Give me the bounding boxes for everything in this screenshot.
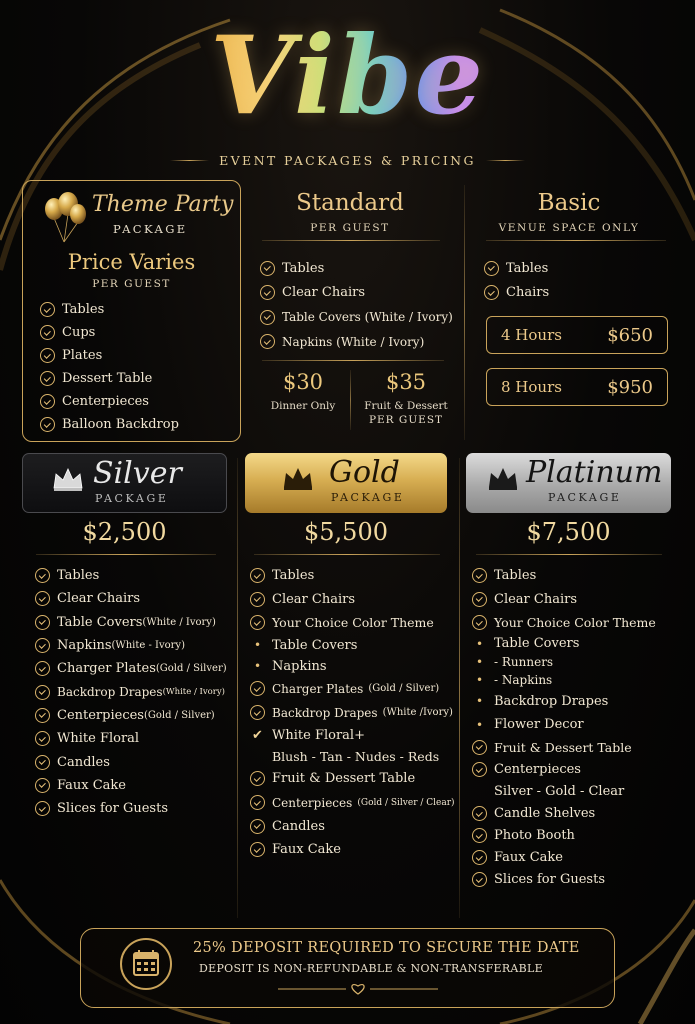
list-item: Faux Cake bbox=[35, 774, 227, 797]
list-item: Faux Cake bbox=[472, 847, 656, 869]
divider bbox=[464, 185, 465, 440]
silver-price: $2,500 bbox=[82, 518, 167, 546]
list-item: Your Choice Color Theme bbox=[472, 611, 656, 635]
standard-subtitle: PER GUEST bbox=[310, 222, 390, 234]
check-icon bbox=[472, 850, 487, 865]
bullet-icon: • bbox=[475, 717, 484, 732]
platinum-list bbox=[472, 564, 656, 891]
check-icon bbox=[260, 334, 275, 349]
check-icon bbox=[40, 394, 55, 409]
check-icon bbox=[35, 755, 50, 770]
list-item: Tables bbox=[260, 256, 453, 281]
check-icon bbox=[250, 819, 265, 834]
silver-list bbox=[35, 564, 227, 820]
crown-icon bbox=[281, 465, 315, 491]
list-item: Faux Cake bbox=[250, 838, 455, 862]
list-item: Clear Chairs bbox=[35, 587, 227, 610]
theme-party-title: Theme Party bbox=[92, 192, 234, 217]
check-icon bbox=[35, 591, 50, 606]
check-icon bbox=[250, 568, 265, 583]
check-icon bbox=[250, 592, 265, 607]
list-item: Centerpieces bbox=[472, 759, 656, 781]
gold-package-banner bbox=[245, 453, 447, 513]
check-icon bbox=[472, 872, 487, 887]
check-icon bbox=[472, 568, 487, 583]
check-icon bbox=[472, 592, 487, 607]
bullet-icon: • bbox=[475, 672, 484, 687]
check-icon bbox=[40, 371, 55, 386]
standard-price-dinner-label: Dinner Only bbox=[270, 400, 336, 412]
bullet-icon: • bbox=[253, 659, 262, 673]
check-icon bbox=[40, 348, 55, 363]
standard-price-dinner: $30 bbox=[282, 370, 324, 394]
list-item: Candles bbox=[35, 750, 227, 773]
heart-divider-icon bbox=[278, 982, 438, 996]
list-item: Plates bbox=[40, 344, 179, 367]
crown-icon bbox=[51, 466, 85, 492]
check-icon bbox=[250, 705, 265, 720]
list-item: • Napkins bbox=[250, 656, 455, 677]
basic-list bbox=[484, 256, 549, 305]
silver-package-banner bbox=[22, 453, 227, 513]
basic-rate-8-hours: 8 Hours $950 bbox=[486, 368, 668, 406]
list-item: Your Choice Color Theme bbox=[250, 611, 455, 635]
check-icon bbox=[260, 261, 275, 276]
standard-price-dessert: $35 bbox=[385, 370, 427, 394]
list-item: Slices for Guests bbox=[35, 797, 227, 820]
check-icon bbox=[35, 638, 50, 653]
check-icon bbox=[472, 615, 487, 630]
list-item-continuation: Blush - Tan - Nudes - Reds bbox=[272, 748, 440, 764]
check-icon bbox=[250, 615, 265, 630]
standard-list bbox=[260, 256, 453, 354]
list-item: • - Runners bbox=[472, 653, 656, 671]
list-item: Table Covers (White / Ivory) bbox=[260, 305, 453, 330]
list-item: Centerpieces bbox=[40, 390, 179, 413]
check-icon bbox=[250, 771, 265, 786]
check-icon bbox=[35, 661, 50, 676]
standard-price-dessert-label: Fruit & Dessert bbox=[364, 400, 448, 412]
divider bbox=[262, 360, 444, 361]
theme-party-list bbox=[40, 298, 179, 436]
check-icon bbox=[35, 685, 50, 700]
list-item: Photo Booth bbox=[472, 825, 656, 847]
list-item: Table Covers (White / Ivory) bbox=[35, 611, 227, 634]
list-item: • Backdrop Drapes bbox=[472, 689, 656, 714]
gold-list bbox=[250, 564, 455, 862]
vibe-logo bbox=[0, 6, 695, 146]
divider bbox=[486, 160, 525, 161]
list-item: Balloon Backdrop bbox=[40, 413, 179, 436]
list-item: Centerpieces (Gold / Silver / Clear) bbox=[250, 791, 455, 815]
list-item: Chairs bbox=[484, 281, 549, 306]
list-item: Centerpieces (Gold / Silver) bbox=[35, 704, 227, 727]
list-item: Candle Shelves bbox=[472, 803, 656, 825]
check-icon bbox=[472, 828, 487, 843]
deposit-policy-text: DEPOSIT IS NON-REFUNDABLE & NON-TRANSFERABLE bbox=[199, 962, 543, 975]
check-icon bbox=[472, 740, 487, 755]
platinum-price: $7,500 bbox=[526, 518, 611, 546]
check-icon bbox=[40, 302, 55, 317]
list-item: Cups bbox=[40, 321, 179, 344]
platinum-title: Platinum bbox=[526, 455, 663, 490]
check-icon bbox=[260, 285, 275, 300]
list-item: • Table Covers bbox=[472, 635, 656, 653]
check-icon bbox=[35, 568, 50, 583]
gold-title: Gold bbox=[329, 455, 400, 490]
list-item: Backdrop Drapes (White /Ivory) bbox=[250, 701, 455, 725]
list-item: Candles bbox=[250, 815, 455, 839]
list-item: Clear Chairs bbox=[260, 281, 453, 306]
divider bbox=[237, 458, 238, 918]
gold-price: $5,500 bbox=[304, 518, 388, 546]
bullet-icon: • bbox=[475, 636, 484, 651]
divider bbox=[36, 554, 216, 555]
check-icon bbox=[35, 731, 50, 746]
silver-title: Silver bbox=[93, 456, 182, 491]
page-subtitle: EVENT PACKAGES & PRICING bbox=[219, 152, 476, 168]
list-item: Napkins (White - Ivory) bbox=[35, 634, 227, 657]
bullet-icon: • bbox=[475, 654, 484, 669]
check-icon bbox=[260, 310, 275, 325]
check-icon bbox=[250, 842, 265, 857]
basic-title: Basic bbox=[537, 190, 601, 216]
divider bbox=[170, 160, 209, 161]
list-item: Tables bbox=[472, 564, 656, 588]
checkmark-icon: ✔ bbox=[252, 727, 263, 743]
divider bbox=[262, 240, 440, 241]
divider bbox=[486, 240, 666, 241]
standard-title: Standard bbox=[296, 190, 404, 216]
check-icon bbox=[250, 681, 265, 696]
platinum-subtitle: PACKAGE bbox=[548, 491, 622, 504]
list-item: Tables bbox=[40, 298, 179, 321]
list-item: Napkins (White / Ivory) bbox=[260, 330, 453, 355]
check-icon bbox=[40, 417, 55, 432]
list-item: Charger Plates (Gold / Silver) bbox=[35, 657, 227, 680]
list-item: Dessert Table bbox=[40, 367, 179, 390]
check-icon bbox=[35, 708, 50, 723]
bullet-icon: • bbox=[253, 638, 262, 652]
list-item: White Floral bbox=[35, 727, 227, 750]
list-item: Fruit & Dessert Table bbox=[250, 767, 455, 791]
basic-subtitle: VENUE SPACE ONLY bbox=[498, 222, 640, 234]
check-icon bbox=[40, 325, 55, 340]
list-item: Tables bbox=[484, 256, 549, 281]
theme-party-price-note: PER GUEST bbox=[92, 278, 171, 290]
list-item: ✔ White Floral+ bbox=[250, 725, 455, 746]
divider bbox=[254, 554, 440, 555]
check-icon bbox=[35, 801, 50, 816]
list-item: Tables bbox=[250, 564, 455, 588]
balloons-icon bbox=[40, 192, 90, 244]
standard-price-dessert-note: PER GUEST bbox=[368, 414, 444, 426]
check-icon bbox=[472, 806, 487, 821]
header-subtitle-row bbox=[170, 150, 525, 170]
check-icon bbox=[35, 778, 50, 793]
list-item: Clear Chairs bbox=[472, 588, 656, 612]
crown-icon bbox=[486, 465, 520, 491]
calendar-icon bbox=[120, 938, 172, 990]
silver-subtitle: PACKAGE bbox=[95, 492, 169, 505]
check-icon bbox=[250, 795, 265, 810]
list-item: • Table Covers bbox=[250, 635, 455, 656]
list-item: Backdrop Drapes (White / Ivory) bbox=[35, 680, 227, 703]
list-item: • - Napkins bbox=[472, 671, 656, 689]
list-item: Fruit & Dessert Table bbox=[472, 736, 656, 759]
list-item-continuation: Silver - Gold - Clear bbox=[494, 784, 625, 799]
check-icon bbox=[472, 762, 487, 777]
basic-rate-4-hours: 4 Hours $650 bbox=[486, 316, 668, 354]
check-icon bbox=[484, 285, 499, 300]
list-item: Charger Plates (Gold / Silver) bbox=[250, 677, 455, 701]
list-item: Slices for Guests bbox=[472, 869, 656, 891]
divider bbox=[459, 458, 460, 918]
theme-party-subtitle: PACKAGE bbox=[113, 222, 188, 236]
check-icon bbox=[35, 615, 50, 630]
check-icon bbox=[484, 261, 499, 276]
deposit-required-text: 25% DEPOSIT REQUIRED TO SECURE THE DATE bbox=[193, 940, 580, 956]
list-item: Tables bbox=[35, 564, 227, 587]
theme-party-price: Price Varies bbox=[67, 250, 196, 274]
divider bbox=[476, 554, 662, 555]
logo-text: Vibe bbox=[209, 13, 486, 139]
gold-subtitle: PACKAGE bbox=[331, 491, 405, 504]
list-item: • Flower Decor bbox=[472, 714, 656, 736]
platinum-package-banner bbox=[466, 453, 671, 513]
list-item: Clear Chairs bbox=[250, 588, 455, 612]
bullet-icon: • bbox=[475, 694, 484, 708]
